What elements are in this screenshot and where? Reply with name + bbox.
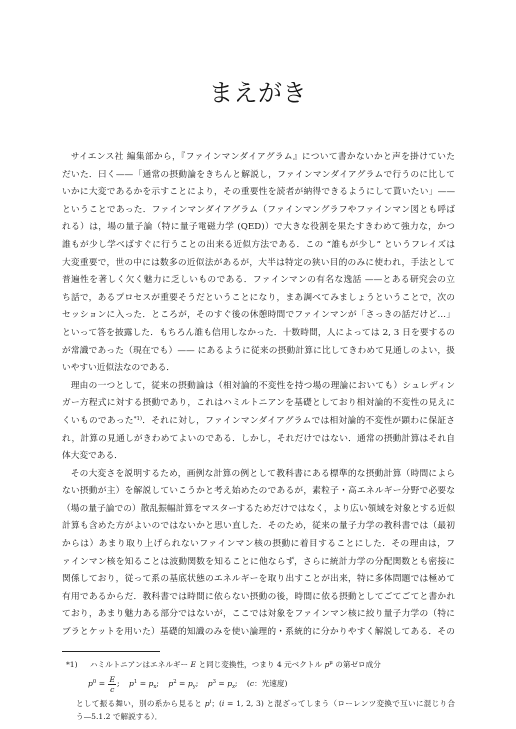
text-segment: ；( — [211, 699, 222, 708]
math-superscript: 1 — [133, 679, 138, 686]
equals-sign: = — [218, 679, 225, 688]
equals-sign: = — [139, 679, 147, 688]
text-line: ァインマン核を知ることは波動関数を知ることに他ならず，さらに統計力学の分配関数とも密接に — [62, 556, 455, 567]
math-superscript: 0 — [92, 679, 97, 686]
fraction-denominator: c — [110, 684, 115, 694]
math-subscript: x — [153, 683, 157, 690]
text-segment: ：光速度) — [254, 679, 288, 688]
footnote-reference: *1) — [133, 415, 142, 422]
math-variable: E — [190, 660, 197, 669]
text-line: その大変さを説明するため，画例な計算の例として教科書にある標準的な摂動計算（時間によら — [70, 468, 455, 479]
math-superscript: μ — [329, 660, 333, 667]
text-line: 関係しており，従って系の基底状態のエネルギーを取り出すことが出来，特に多体問題では極めて — [62, 574, 455, 585]
text-line: が常識であった（現在でも）—— にあるように従来の摂動計算に比してきわめて見通しのよい，扱 — [62, 345, 455, 356]
text-segment: と同じ変換性，つまり 4 元ベクトル — [196, 660, 325, 669]
paragraph — [62, 149, 455, 378]
footnote — [62, 658, 455, 723]
math-variable: p — [204, 699, 210, 708]
text-line: 計算も含めた方がよいのではないかと思い直した．そのため，従来の量子力学の教科書では（最初 — [62, 521, 455, 532]
formula-term — [168, 679, 198, 688]
footnote-line — [62, 697, 455, 710]
separator: ; — [117, 679, 120, 688]
page-title: まえがき — [209, 79, 307, 107]
footnote-line: う—5.1.2 で解説する）． — [76, 712, 163, 721]
text-line — [62, 413, 455, 431]
text-segment: くいものであった — [62, 415, 134, 426]
equals-sign: = — [98, 679, 106, 688]
footnote-rule — [62, 651, 160, 652]
preface-body — [62, 149, 455, 642]
text-segment: の第ゼロ成分 — [332, 660, 381, 669]
text-line: 理由の一つとして，従来の摂動論は（相対論的不変性を持つ場の理論においても）シュレディン — [70, 380, 455, 391]
math-variable: c — [249, 679, 255, 688]
math-variable: p — [227, 679, 233, 688]
math-variable: p — [187, 679, 193, 688]
text-line: からは）あまり取り上げられないファインマン核の摂動に着目することにした．その理由は，フ — [62, 539, 455, 550]
formula-note — [247, 679, 288, 688]
text-segment: として振る舞い，別の系から見ると — [76, 699, 205, 708]
text-line: 誰もが少し学べばすぐに行うことの出来る近似方法である．この “誰もが少し” というフレイズは — [62, 239, 455, 250]
text-segment: ( — [246, 679, 250, 688]
text-line: いかに大変であるかを示すことにより，その重要性を読者が納得できるようにして貰いたい」—— — [62, 187, 455, 198]
text-line: だいた．曰く——「通常の摂動論をきちんと解説し，ファインマンダイアグラムで行うのに比して — [62, 169, 455, 180]
footnote-line — [62, 658, 455, 671]
text-line: れる）は，場の量子論（特に量子電磁力学 (QED)）で大きな役割を果たすきわめて強力な，かつ — [62, 222, 455, 233]
footnote-formula — [62, 671, 455, 697]
math-superscript: 3 — [212, 679, 216, 686]
text-line: ガー方程式に対する摂動であり，これはハミルトニアンを基礎としており相対論的不変性の見えに — [62, 398, 455, 409]
math-superscript: i — [209, 699, 212, 706]
math-subscript: y — [192, 683, 196, 690]
paragraph — [62, 466, 455, 642]
text-line: セッションに入った．ところが，そのすぐ後の休憩時間でファインマンが「さっきの話だけど…」 — [62, 310, 455, 321]
text-segment: ．それに対し，ファインマンダイアグラムでは相対論的不変性が顕わに保証さ — [141, 415, 455, 426]
math-variable: p — [148, 679, 154, 688]
text-line: 体大変である． — [62, 451, 123, 462]
math-variable: p — [324, 660, 330, 669]
text-segment: ハミルトニアンはエネルギー — [90, 660, 191, 669]
text-line: 大変重要で，世の中には数多の近似法があるが，大半は特定の狭い目的のみに使われ，手法として — [62, 257, 455, 268]
text-line: ブラとケットを用いた）基礎的知識のみを使い論理的・系統的に分かりやすく解説してある．その — [62, 627, 455, 638]
formula-term — [88, 674, 120, 694]
text-line: ており，あまり魅力ある部分ではないが，ここでは対象をファインマン核に絞り量子力学の（特に — [62, 609, 455, 620]
text-line: れ，計算の見通しがきわめてよいのである．しかし，それだけではない．通常の摂動計算はそれ自 — [62, 433, 455, 444]
math-superscript: 2 — [173, 679, 177, 686]
math-variable: p — [207, 679, 213, 688]
equals-sign: = — [179, 679, 186, 688]
separator: ; — [156, 679, 159, 688]
text-line: ない摂動が主）を解説していこうかと考え始めたのであるが，素粒子・高エネルギー分野で必要な — [62, 486, 455, 497]
formula-term — [129, 679, 159, 688]
math-variable: p — [88, 679, 93, 688]
separator: ; — [234, 679, 238, 688]
text-line: （場の量子論での）散乱振幅計算をマスターするためだけではなく，より広い領域を対象とする近似 — [62, 503, 455, 514]
math-variable: i — [221, 699, 225, 708]
text-line: 有用であるからだ．教科書では時間に依らない摂動の後，時間に依る摂動としてごてごてと書かれ — [62, 591, 455, 602]
math-subscript: z — [232, 683, 235, 690]
separator: ; — [195, 679, 199, 688]
math-fraction — [108, 675, 116, 694]
text-line: サイエンス社 編集部から，『ファインマンダイアグラム』について書かないかと声を掛けていた — [70, 152, 455, 162]
text-segment: = 1, 2, 3) と混ざってしまう（ローレンツ変換で互いに混じり合 — [224, 699, 455, 708]
footnote-marker: *1) — [66, 660, 78, 669]
formula-term — [208, 679, 238, 688]
math-variable: p — [129, 679, 134, 688]
text-line: ということであった．ファインマンダイアグラム（ファインマングラフやファインマン図とも呼ば — [62, 204, 455, 215]
text-line: ち話で，あるプロセスが重要そうだということになり，まあ調べてみましょうということで，次の — [62, 292, 455, 303]
text-line: 普遍性を著しく欠く魅力に乏しいものである．ファインマンの有名な逸話 ——とある研究会の立 — [62, 275, 455, 286]
text-line: いやすい近似法なのである． — [62, 363, 175, 374]
fraction-numerator: E — [109, 674, 116, 684]
text-line: といって答を披露した．もちろん誰も信用しなかった．十数時間，人によっては 2, 3 日を要するの — [62, 327, 455, 338]
paragraph — [62, 378, 455, 466]
math-variable: p — [168, 679, 174, 688]
